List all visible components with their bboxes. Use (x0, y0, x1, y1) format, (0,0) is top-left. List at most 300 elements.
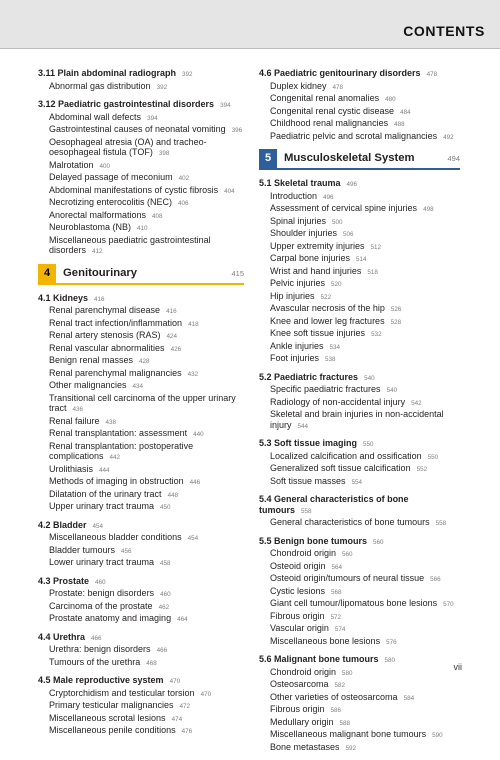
toc-entry-text: Bone metastases (270, 741, 340, 752)
page-ref: 478 (332, 83, 344, 91)
toc-entry[interactable] (259, 729, 460, 742)
chapter-number: 4 (38, 264, 56, 283)
toc-entry[interactable] (259, 81, 460, 94)
page-ref: 572 (330, 613, 342, 621)
toc-entry[interactable] (259, 517, 460, 530)
toc-entry[interactable] (259, 586, 460, 599)
toc-entry[interactable] (259, 253, 460, 266)
toc-entry[interactable] (38, 235, 244, 258)
toc-entry-text: Urolithiasis (49, 463, 94, 474)
page-ref: 458 (160, 560, 171, 567)
toc-entry-text: Hip injuries (270, 290, 315, 301)
toc-entry-text: Medullary origin (270, 716, 334, 727)
toc-entry-text: Transitional cell carcinoma of the upper urinary tract (49, 392, 236, 413)
page-ref: 564 (331, 563, 343, 571)
toc-entry[interactable] (259, 241, 460, 254)
page-ref: 400 (99, 162, 111, 170)
toc-entry-text: Necrotizing enterocolitis (NEC) (49, 197, 173, 207)
toc-entry[interactable] (38, 222, 244, 235)
toc-entry-text: Renal vascular abnormalities (49, 342, 165, 353)
toc-entry-text: Gastrointestinal causes of neonatal vomiting (49, 124, 226, 134)
toc-entry[interactable] (259, 548, 460, 561)
section-heading[interactable] (38, 632, 244, 645)
toc-entry-text: Fibrous origin (270, 704, 325, 714)
toc-entry-text: Osteoid origin/tumours of neural tissue (270, 573, 425, 583)
toc-entry[interactable] (38, 501, 244, 514)
toc-entry[interactable] (259, 341, 460, 354)
toc-entry[interactable] (38, 172, 244, 185)
toc-entry[interactable] (38, 532, 244, 545)
page-ref: 496 (323, 193, 334, 201)
toc-section (259, 372, 460, 433)
toc-entry-text: Methods of imaging in obstruction (49, 476, 184, 486)
section-heading[interactable] (259, 438, 460, 451)
page-ref: 558 (435, 520, 447, 527)
page-ref: 464 (177, 616, 188, 623)
toc-entry[interactable] (38, 545, 244, 558)
page-ref: 450 (160, 504, 171, 511)
toc-entry-text: Miscellaneous scrotal lesions (49, 712, 166, 723)
toc-entry[interactable] (38, 489, 244, 502)
toc-entry-text: Cystic lesions (270, 585, 326, 596)
toc-section (38, 675, 244, 738)
toc-section (259, 536, 460, 649)
toc-entry[interactable] (259, 266, 460, 279)
page-ref: 480 (385, 96, 396, 103)
toc-entry[interactable] (259, 397, 460, 410)
toc-entry-text: Miscellaneous paediatric gastrointestinal disorders (49, 234, 211, 255)
toc-section (38, 99, 244, 258)
toc-entry[interactable] (259, 636, 460, 649)
toc-entry[interactable] (38, 355, 244, 368)
page-ref: 566 (430, 576, 441, 583)
page-ref: 492 (443, 133, 454, 141)
toc-entry-text: Cryptorchidism and testicular torsion (49, 687, 195, 698)
page-ref: 560 (373, 538, 384, 546)
page-ref: 470 (169, 678, 181, 685)
page-ref: 592 (345, 744, 357, 752)
toc-entry-text: Other varieties of osteosarcoma (270, 691, 398, 702)
left-column (38, 68, 244, 744)
chapter-page-ref: 415 (231, 268, 244, 278)
chapter-number: 5 (259, 149, 277, 168)
chapter-heading[interactable] (38, 264, 244, 285)
toc-entry-text: Bladder tumours (49, 544, 116, 555)
toc-entry-text: General characteristics of bone tumours (270, 517, 430, 527)
toc-entry-text: Osteoid origin (270, 560, 326, 571)
section-heading[interactable] (38, 576, 244, 589)
section-heading-text: 5.2 Paediatric fractures (259, 371, 359, 382)
toc-entry-text: Oesophageal atresia (OA) and tracheo-oesophageal fistula (TOF) (49, 136, 207, 157)
toc-entry[interactable] (259, 667, 460, 680)
section-heading[interactable] (259, 178, 460, 191)
page-ref: 444 (99, 466, 110, 474)
toc-entry[interactable] (259, 451, 460, 464)
toc-entry[interactable] (259, 384, 460, 397)
toc-entry[interactable] (38, 343, 244, 356)
toc-entry-text: Abdominal wall defects (49, 111, 142, 122)
toc-entry-text: Fibrous origin (270, 610, 325, 621)
toc-entry-text: Benign renal masses (49, 355, 134, 365)
toc-entry[interactable] (38, 441, 244, 464)
toc-entry[interactable] (259, 328, 460, 341)
toc-entry[interactable] (38, 601, 244, 614)
chapter-page-ref: 494 (447, 154, 460, 163)
page-ref: 512 (370, 243, 382, 251)
toc-entry-text: Renal parenchymal disease (49, 305, 161, 315)
page-ref: 432 (187, 370, 199, 378)
page-ref: 446 (189, 479, 201, 486)
page-ref: 514 (356, 256, 367, 263)
toc-entry-text: Renal transplantation: assessment (49, 428, 188, 438)
page-ref: 460 (95, 578, 106, 586)
page-ref: 580 (384, 657, 396, 664)
page-ref: 550 (427, 453, 439, 461)
toc-entry-text: Generalized soft tissue calcification (270, 463, 411, 473)
toc-entry[interactable] (38, 330, 244, 343)
page-ref: 488 (394, 121, 405, 128)
section-heading-text: 4.3 Prostate (38, 575, 90, 586)
toc-entry[interactable] (38, 725, 244, 738)
toc-entry[interactable] (259, 316, 460, 329)
page-ref: 442 (109, 454, 121, 461)
page-ref: 584 (403, 694, 415, 702)
toc-entry-text: Avascular necrosis of the hip (270, 303, 385, 313)
page-ref: 434 (132, 383, 144, 390)
page-ref: 394 (220, 102, 231, 109)
toc-entry[interactable] (38, 81, 244, 94)
page-ref: 440 (193, 431, 204, 438)
toc-entry[interactable] (259, 203, 460, 216)
page-ref: 454 (187, 535, 199, 542)
page-ref: 462 (158, 603, 170, 611)
toc-entry-text: Skeletal and brain injuries in non-accidental injury (270, 409, 444, 430)
toc-entry-text: Knee and lower leg fractures (270, 315, 385, 326)
toc-entry[interactable] (38, 305, 244, 318)
toc-entry-text: Miscellaneous malignant bone tumours (270, 729, 427, 739)
toc-entry-text: Radiology of non-accidental injury (270, 396, 406, 407)
page-ref: 426 (170, 345, 182, 353)
page-ref: 568 (331, 588, 342, 596)
toc-entry[interactable] (259, 106, 460, 119)
toc-entry-text: Localized calcification and ossification (270, 450, 422, 461)
page-ref: 588 (339, 719, 351, 727)
toc-entry[interactable] (38, 318, 244, 331)
toc-entry[interactable] (38, 197, 244, 210)
toc-entry-text: Chondroid origin (270, 666, 337, 677)
section-heading-text: 4.5 Male reproductive system (38, 675, 164, 685)
toc-entry[interactable] (259, 216, 460, 229)
chapter-title: Genitourinary (63, 266, 138, 279)
toc-section (38, 68, 244, 93)
page-ref: 520 (331, 281, 342, 288)
toc-entry[interactable] (259, 278, 460, 291)
toc-entry-text: Introduction (270, 190, 318, 201)
page-ref: 484 (400, 108, 411, 116)
section-heading[interactable] (38, 68, 244, 81)
toc-entry[interactable] (259, 463, 460, 476)
toc-entry-text: Abdominal manifestations of cystic fibrosis (49, 184, 219, 195)
toc-entry-text: Duplex kidney (270, 80, 327, 91)
section-heading-text: 4.2 Bladder (38, 519, 87, 530)
page-ref: 500 (332, 218, 343, 226)
toc-entry[interactable] (38, 124, 244, 137)
page-ref: 428 (139, 358, 150, 365)
page-ref: 406 (178, 200, 189, 207)
page-ref: 416 (166, 308, 177, 315)
toc-entry-text: Ankle injuries (270, 340, 324, 351)
toc-entry-text: Spinal injuries (270, 215, 327, 226)
toc-entry[interactable] (38, 160, 244, 173)
right-column (259, 68, 460, 760)
section-heading-text: 3.12 Paediatric gastrointestinal disorders (38, 99, 215, 109)
toc-entry[interactable] (38, 688, 244, 701)
toc-entry[interactable] (38, 210, 244, 223)
page-ref: 474 (171, 715, 183, 723)
toc-entry-text: Prostate anatomy and imaging (49, 613, 172, 623)
page-ref: 412 (92, 248, 103, 255)
section-heading[interactable] (38, 99, 244, 112)
toc-entry-text: Miscellaneous bone lesions (270, 635, 381, 646)
toc-entry[interactable] (38, 713, 244, 726)
toc-entry[interactable] (259, 291, 460, 304)
section-heading-text: 4.6 Paediatric genitourinary disorders (259, 68, 421, 78)
page-ref: 538 (325, 356, 336, 363)
toc-entry-text: Congenital renal anomalies (270, 93, 380, 103)
section-heading-text: 5.6 Malignant bone tumours (259, 654, 379, 664)
toc-entry-text: Specific paediatric fractures (270, 384, 381, 394)
toc-entry-text: Other malignancies (49, 380, 127, 390)
page-ref: 532 (371, 331, 382, 338)
page-ref: 582 (334, 682, 346, 689)
section-heading[interactable] (38, 520, 244, 533)
toc-entry-text: Miscellaneous bladder conditions (49, 532, 182, 542)
toc-entry[interactable] (259, 623, 460, 636)
page-ref: 398 (158, 150, 170, 157)
page-ref: 402 (178, 175, 190, 182)
section-heading[interactable] (259, 494, 460, 517)
toc-entry[interactable] (259, 353, 460, 366)
toc-entry[interactable] (38, 416, 244, 429)
page-ref: 542 (411, 399, 422, 407)
toc-entry-text: Renal tract infection/inflammation (49, 317, 183, 328)
toc-entry-text: Foot injuries (270, 353, 320, 363)
toc-entry[interactable] (38, 380, 244, 393)
toc-entry-text: Soft tissue masses (270, 475, 346, 486)
toc-entry[interactable] (259, 303, 460, 316)
page-ref: 424 (166, 333, 178, 340)
toc-section (38, 293, 244, 514)
page-ref: 468 (146, 659, 157, 667)
toc-entry-text: Renal parenchymal malignancies (49, 367, 182, 378)
section-heading-text: 4.4 Urethra (38, 631, 86, 642)
toc-entry-text: Urethra: benign disorders (49, 644, 151, 654)
toc-entry-text: Congenital renal cystic disease (270, 105, 395, 116)
chapter-heading[interactable] (259, 149, 460, 170)
page-ref: 580 (342, 669, 353, 677)
toc-entry-text: Knee soft tissue injuries (270, 328, 366, 338)
toc-entry-text: Carpal bone injuries (270, 253, 351, 263)
page-ref: 558 (301, 507, 312, 515)
toc-entry[interactable] (259, 561, 460, 574)
toc-entry-text: Chondroid origin (270, 548, 337, 558)
toc-section (259, 178, 460, 366)
toc-entry[interactable] (259, 476, 460, 489)
toc-section (259, 438, 460, 488)
page-ref: 416 (94, 295, 105, 303)
page-ref: 540 (364, 374, 375, 382)
toc-entry[interactable] (259, 228, 460, 241)
page-ref: 544 (297, 422, 309, 430)
toc-entry[interactable] (38, 644, 244, 657)
toc-section (38, 632, 244, 670)
toc-entry-text: Neuroblastoma (NB) (49, 222, 132, 232)
page-ref: 570 (443, 601, 454, 608)
page-ref: 404 (224, 187, 235, 195)
toc-entry-text: Upper urinary tract trauma (49, 501, 155, 511)
page-ref: 448 (167, 491, 179, 499)
page-ref: 522 (320, 293, 332, 301)
page-ref: 438 (105, 418, 117, 426)
page-ref: 590 (432, 732, 443, 739)
page-ref: 550 (363, 441, 374, 448)
page-ref: 396 (231, 127, 243, 134)
section-heading[interactable] (259, 68, 460, 81)
page-ref: 560 (342, 551, 353, 558)
section-heading-text: 5.4 General characteristics of bone tumours (259, 494, 409, 515)
toc-entry-text: Renal failure (49, 415, 100, 426)
page-ref: 476 (181, 728, 193, 735)
toc-entry[interactable] (259, 717, 460, 730)
page-ref: 410 (137, 225, 148, 232)
toc-entry[interactable] (38, 137, 244, 160)
page-ref: 540 (386, 387, 398, 394)
toc-entry-text: Renal artery stenosis (RAS) (49, 330, 161, 340)
page-ref: 456 (121, 547, 132, 555)
toc-entry-text: Childhood renal malignancies (270, 118, 389, 128)
toc-entry-text: Lower urinary tract trauma (49, 557, 155, 567)
toc-entry[interactable] (38, 428, 244, 441)
toc-entry-text: Assessment of cervical spine injuries (270, 203, 418, 213)
toc-entry-text: Primary testicular malignancies (49, 700, 174, 710)
page-ref: 552 (416, 466, 428, 473)
section-heading-text: 5.3 Soft tissue imaging (259, 438, 358, 448)
toc-section (38, 576, 244, 626)
toc-entry[interactable] (38, 613, 244, 626)
toc-entry[interactable] (259, 573, 460, 586)
toc-section (259, 68, 460, 143)
toc-section (259, 654, 460, 754)
toc-entry[interactable] (259, 742, 460, 755)
section-heading[interactable] (259, 372, 460, 385)
toc-entry-text: Dilatation of the urinary tract (49, 488, 162, 499)
toc-entry[interactable] (259, 704, 460, 717)
page-ref: 534 (329, 343, 341, 351)
page-ref: 436 (72, 406, 84, 413)
page-number: vii (453, 662, 462, 672)
page-ref: 418 (188, 320, 199, 328)
toc-entry-text: Giant cell tumour/lipomatous bone lesions (270, 598, 438, 608)
toc-entry[interactable] (259, 409, 460, 432)
page-ref: 576 (386, 638, 397, 646)
toc-entry[interactable] (259, 118, 460, 131)
toc-entry-text: Vascular origin (270, 623, 329, 633)
page-ref: 460 (160, 591, 171, 598)
page-ref: 526 (390, 306, 402, 313)
page-ref: 470 (200, 690, 212, 698)
toc-entry-text: Paediatric pelvic and scrotal malignancies (270, 130, 438, 141)
toc-entry-text: Pelvic injuries (270, 278, 326, 288)
toc-entry[interactable] (38, 700, 244, 713)
toc-entry-text: Tumours of the urethra (49, 656, 141, 667)
toc-entry-text: Malrotation (49, 159, 94, 170)
toc-entry[interactable] (259, 679, 460, 692)
section-heading-text: 4.1 Kidneys (38, 292, 89, 303)
section-heading[interactable] (259, 536, 460, 549)
toc-entry[interactable] (259, 611, 460, 624)
section-heading-text: 5.1 Skeletal trauma (259, 178, 341, 188)
toc-entry-text: Shoulder injuries (270, 228, 338, 238)
page-title: CONTENTS (403, 23, 485, 39)
toc-entry[interactable] (259, 93, 460, 106)
page-ref: 454 (92, 522, 104, 530)
page-ref: 506 (343, 231, 354, 238)
toc-entry[interactable] (38, 393, 244, 416)
toc-entry[interactable] (38, 657, 244, 670)
page-ref: 518 (367, 268, 378, 276)
section-heading[interactable] (259, 654, 460, 667)
toc-entry-text: Wrist and hand injuries (270, 265, 362, 276)
page-ref: 408 (152, 212, 163, 220)
toc-entry[interactable] (38, 588, 244, 601)
toc-entry[interactable] (38, 112, 244, 125)
toc-entry[interactable] (38, 185, 244, 198)
toc-entry[interactable] (38, 476, 244, 489)
section-heading[interactable] (38, 293, 244, 306)
page-ref: 586 (330, 707, 342, 714)
page-ref: 394 (147, 114, 158, 122)
toc-entry-text: Carcinoma of the prostate (49, 600, 153, 611)
page-ref: 498 (423, 206, 434, 213)
page-ref: 554 (351, 478, 363, 486)
toc-section (38, 520, 244, 570)
toc-entry-text: Prostate: benign disorders (49, 588, 155, 598)
toc-section (259, 494, 460, 530)
section-heading-text: 3.11 Plain abdominal radiograph (38, 68, 177, 78)
toc-entry[interactable] (38, 464, 244, 477)
section-heading-text: 5.5 Benign bone tumours (259, 535, 368, 546)
page-ref: 392 (182, 71, 193, 78)
toc-entry-text: Anorectal malformations (49, 209, 147, 220)
page-ref: 528 (390, 318, 402, 326)
page-ref: 574 (334, 626, 346, 633)
toc-entry-text: Renal transplantation: postoperative complications (49, 440, 194, 461)
section-heading[interactable] (38, 675, 244, 688)
toc-entry-text: Upper extremity injuries (270, 240, 365, 251)
page-ref: 478 (426, 71, 438, 78)
toc-entry[interactable] (259, 131, 460, 144)
page-ref: 472 (179, 703, 191, 710)
toc-entry[interactable] (38, 557, 244, 570)
toc-entry[interactable] (259, 191, 460, 204)
toc-entry[interactable] (38, 368, 244, 381)
page-ref: 496 (346, 181, 358, 188)
toc-entry[interactable] (259, 692, 460, 705)
page-ref: 466 (91, 634, 102, 642)
toc-entry-text: Abnormal gas distribution (49, 80, 151, 91)
toc-entry[interactable] (259, 598, 460, 611)
toc-entry-text: Miscellaneous penile conditions (49, 725, 176, 735)
